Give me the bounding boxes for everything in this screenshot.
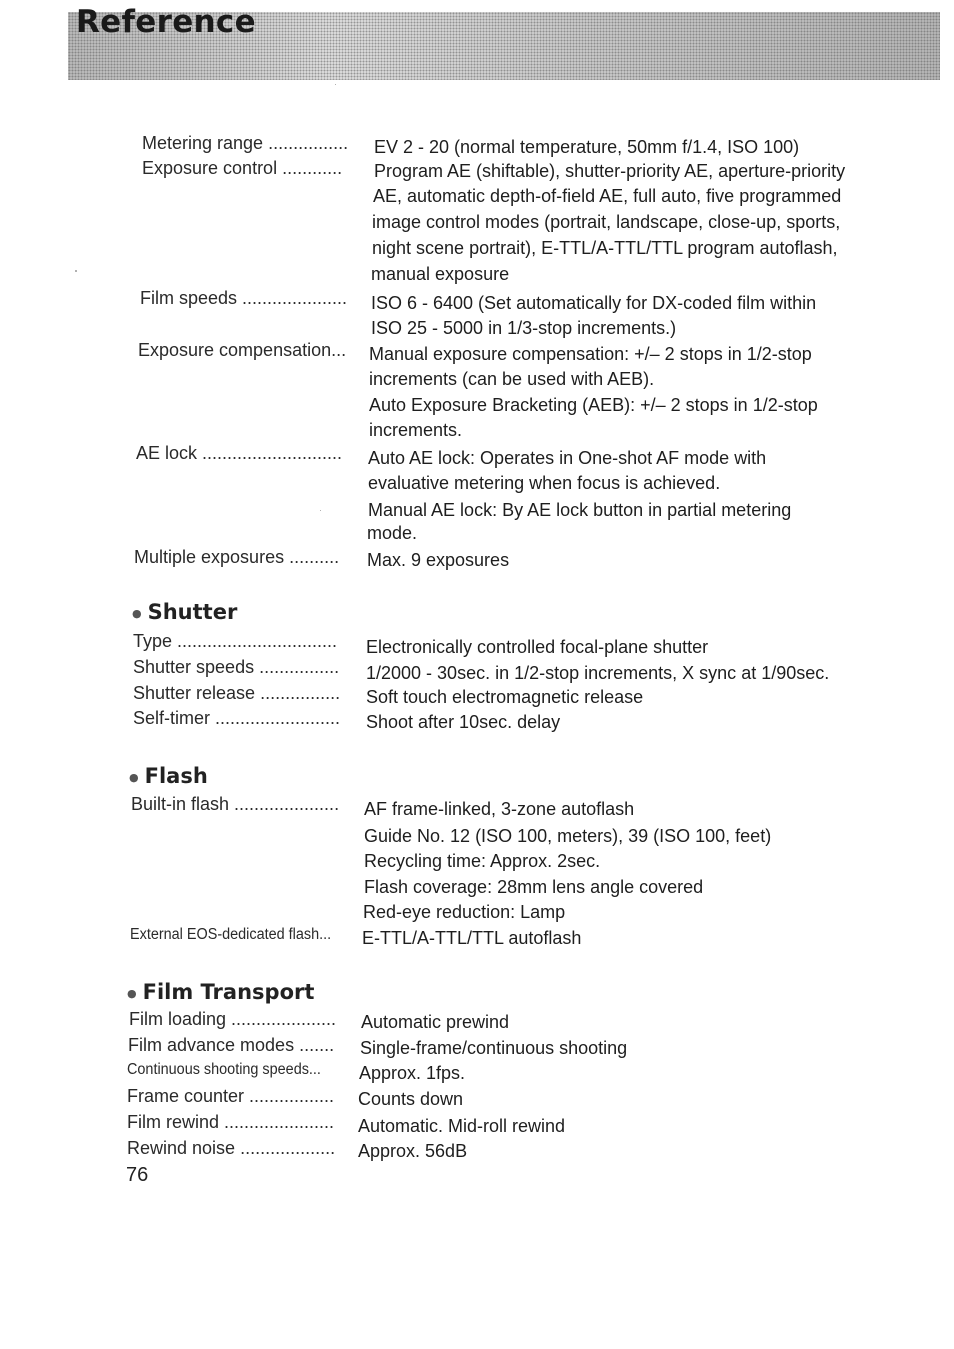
spec-value: Approx. 56dB (358, 1141, 468, 1161)
spec-row (0, 1061, 954, 1087)
spec-term: Film rewind ...................... (127, 1112, 335, 1132)
spec-value-line: increments (can be used with AEB). (369, 369, 655, 389)
spec-value-line: mode. (367, 523, 418, 543)
spec-term: Film advance modes ....... (128, 1035, 335, 1055)
spec-value-line: manual exposure (371, 264, 510, 284)
spec-value-line: Red-eye reduction: Lamp (363, 902, 566, 922)
spec-value: Automatic prewind (361, 1012, 510, 1032)
spec-value-line: image control modes (portrait, landscape, close-up, sports, (372, 212, 841, 232)
spec-value: Single-frame/continuous shooting (360, 1038, 628, 1058)
spec-value-line: night scene portrait), E-TTL/A-TTL/TTL program autoflash, (372, 238, 838, 258)
spec-row (0, 443, 954, 469)
spec-value-line: increments. (369, 420, 463, 440)
spec-term: Exposure compensation... (138, 340, 347, 360)
section-heading-flash (129, 764, 208, 788)
section-title: Film Transport (142, 980, 315, 1004)
spec-row (0, 340, 954, 366)
spec-value: E-TTL/A-TTL/TTL autoflash (362, 928, 582, 948)
spec-value: Manual exposure compensation: +/– 2 stops in 1/2-stop (369, 344, 812, 364)
spec-term: AE lock ............................ (136, 443, 343, 463)
spec-value-line: Auto Exposure Bracketing (AEB): +/– 2 stops in 1/2-stop (369, 395, 818, 415)
spec-term: Film speeds ..................... (140, 288, 348, 308)
spec-row (0, 133, 954, 159)
scan-speck (75, 270, 77, 272)
spec-row (0, 1086, 954, 1112)
spec-term: Continuous shooting speeds... (127, 1061, 321, 1078)
spec-row (0, 683, 954, 709)
section-heading-film-transport (127, 980, 314, 1004)
spec-value: AF frame-linked, 3-zone autoflash (364, 799, 635, 819)
spec-value: Automatic. Mid-roll rewind (358, 1116, 566, 1136)
spec-row (0, 631, 954, 657)
spec-value-line: Flash coverage: 28mm lens angle covered (364, 877, 704, 897)
spec-value-line: Manual AE lock: By AE lock button in partial metering (368, 500, 792, 520)
spec-value-line: Guide No. 12 (ISO 100, meters), 39 (ISO 100, feet) (364, 826, 772, 846)
spec-value: ISO 6 - 6400 (Set automatically for DX-coded film within (371, 293, 817, 313)
scan-speck (320, 510, 321, 511)
spec-term: Shutter release ................ (133, 683, 341, 703)
spec-row (0, 1009, 954, 1035)
spec-value-line: AE, automatic depth-of-field AE, full auto, five programmed (373, 186, 842, 206)
spec-value: Max. 9 exposures (367, 550, 510, 570)
page-title: Reference (76, 4, 256, 40)
bullet-icon: ● (129, 770, 139, 784)
spec-value: Electronically controlled focal-plane shutter (366, 637, 709, 657)
spec-term: Metering range ................ (142, 133, 349, 153)
spec-row (0, 1112, 954, 1138)
spec-term: External EOS-dedicated flash... (130, 926, 332, 943)
scan-speck (335, 84, 336, 85)
spec-value: Auto AE lock: Operates in One-shot AF mode with (368, 448, 767, 468)
spec-term: Multiple exposures .......... (134, 547, 340, 567)
spec-row (0, 926, 954, 952)
spec-row (0, 288, 954, 314)
spec-term: Frame counter ................. (127, 1086, 335, 1106)
section-title: Flash (144, 764, 208, 788)
spec-value-line: ISO 25 - 5000 in 1/3-stop increments.) (371, 318, 677, 338)
spec-value-line: evaluative metering when focus is achieved. (368, 473, 721, 493)
spec-value: EV 2 - 20 (normal temperature, 50mm f/1.4, ISO 100) (374, 137, 800, 157)
spec-row (0, 158, 954, 184)
spec-value: Program AE (shiftable), shutter-priority AE, aperture-priority (374, 161, 846, 181)
spec-value: Soft touch electromagnetic release (366, 687, 644, 707)
spec-value: 1/2000 - 30sec. in 1/2-stop increments, X sync at 1/90sec. (366, 663, 830, 683)
spec-term: Film loading ..................... (129, 1009, 337, 1029)
spec-term: Rewind noise ................... (127, 1138, 336, 1158)
page-number: 76 (126, 1164, 149, 1186)
spec-value-line: Recycling time: Approx. 2sec. (364, 851, 601, 871)
spec-row (0, 708, 954, 734)
spec-term: Built-in flash ..................... (131, 794, 340, 814)
spec-row (0, 1035, 954, 1061)
spec-term: Type ................................ (133, 631, 338, 651)
spec-term: Self-timer ......................... (133, 708, 341, 728)
spec-value: Shoot after 10sec. delay (366, 712, 561, 732)
spec-value: Approx. 1fps. (359, 1063, 466, 1083)
spec-row (0, 657, 954, 683)
spec-term: Exposure control ............ (142, 158, 343, 178)
bullet-icon: ● (132, 606, 142, 620)
spec-row (0, 547, 954, 573)
spec-term: Shutter speeds ................ (133, 657, 340, 677)
bullet-icon: ● (127, 986, 137, 1000)
section-title: Shutter (147, 600, 238, 624)
spec-row (0, 1138, 954, 1164)
spec-row (0, 794, 954, 820)
spec-value: Counts down (358, 1089, 464, 1109)
section-heading-shutter (132, 600, 237, 624)
